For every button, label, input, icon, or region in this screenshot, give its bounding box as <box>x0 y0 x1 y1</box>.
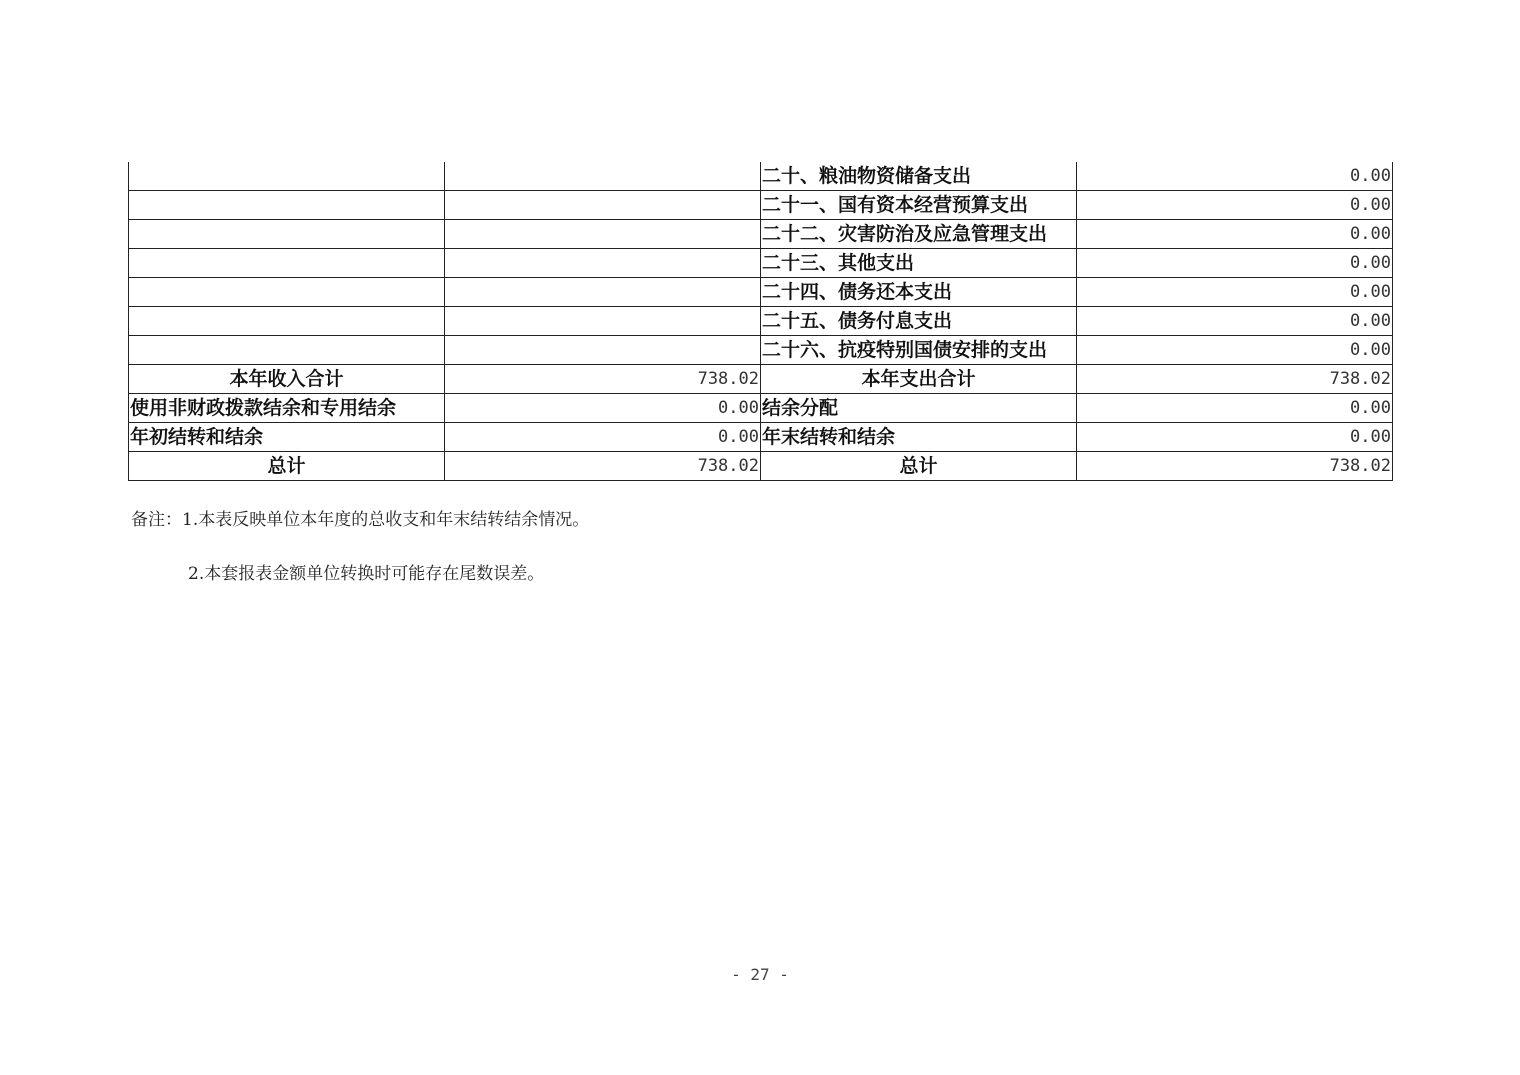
grand-total-label: 总计 <box>761 452 1077 481</box>
income-item-cell <box>129 191 445 220</box>
income-item-cell <box>129 249 445 278</box>
page-number: - 27 - <box>731 965 789 984</box>
table-row <box>129 336 1393 365</box>
expense-item-cell: 结余分配 <box>761 394 1077 423</box>
income-item-cell <box>129 336 445 365</box>
table-row <box>129 220 1393 249</box>
income-item-cell: 年初结转和结余 <box>129 423 445 452</box>
expense-amount-cell: 0.00 <box>1077 307 1393 336</box>
grand-total-row <box>129 452 1393 481</box>
table-row <box>129 162 1393 191</box>
income-amount-cell <box>445 278 761 307</box>
income-total-row <box>129 365 1393 394</box>
remark-note-1: 备注：1.本表反映单位本年度的总收支和年末结转结余情况。 <box>131 510 590 530</box>
expense-total-label: 本年支出合计 <box>761 365 1077 394</box>
expense-amount-cell: 0.00 <box>1077 336 1393 365</box>
expense-amount-cell: 0.00 <box>1077 394 1393 423</box>
income-item-cell <box>129 220 445 249</box>
expense-item-cell: 二十二、灾害防治及应急管理支出 <box>761 220 1077 249</box>
expense-amount-cell: 0.00 <box>1077 249 1393 278</box>
income-amount-cell: 0.00 <box>445 423 761 452</box>
income-total-label: 本年收入合计 <box>129 365 445 394</box>
table-row <box>129 394 1393 423</box>
expense-amount-cell: 0.00 <box>1077 423 1393 452</box>
expense-amount-cell: 0.00 <box>1077 191 1393 220</box>
table-row <box>129 249 1393 278</box>
income-amount-cell <box>445 307 761 336</box>
expense-item-cell: 二十一、国有资本经营预算支出 <box>761 191 1077 220</box>
income-amount-cell <box>445 220 761 249</box>
expense-item-cell: 二十三、其他支出 <box>761 249 1077 278</box>
income-amount-cell <box>445 191 761 220</box>
income-amount-cell <box>445 162 761 191</box>
income-item-cell <box>129 307 445 336</box>
grand-total-label: 总计 <box>129 452 445 481</box>
table-row <box>129 278 1393 307</box>
expense-amount-cell: 0.00 <box>1077 220 1393 249</box>
remark-note-2: 2.本套报表金额单位转换时可能存在尾数误差。 <box>188 564 545 584</box>
income-amount-cell <box>445 249 761 278</box>
expense-item-cell: 二十六、抗疫特别国债安排的支出 <box>761 336 1077 365</box>
budget-summary-table <box>128 162 1393 481</box>
expense-amount-cell: 0.00 <box>1077 278 1393 307</box>
grand-total-expense: 738.02 <box>1077 452 1393 481</box>
income-item-cell <box>129 278 445 307</box>
grand-total-income: 738.02 <box>445 452 761 481</box>
income-total-amount: 738.02 <box>445 365 761 394</box>
income-amount-cell <box>445 336 761 365</box>
table-row <box>129 191 1393 220</box>
expense-item-cell: 二十四、债务还本支出 <box>761 278 1077 307</box>
table-row <box>129 307 1393 336</box>
expense-total-amount: 738.02 <box>1077 365 1393 394</box>
expense-item-cell: 二十、粮油物资储备支出 <box>761 162 1077 191</box>
income-item-cell <box>129 162 445 191</box>
income-amount-cell: 0.00 <box>445 394 761 423</box>
expense-item-cell: 年末结转和结余 <box>761 423 1077 452</box>
table-row <box>129 423 1393 452</box>
expense-item-cell: 二十五、债务付息支出 <box>761 307 1077 336</box>
income-item-cell: 使用非财政拨款结余和专用结余 <box>129 394 445 423</box>
expense-amount-cell: 0.00 <box>1077 162 1393 191</box>
